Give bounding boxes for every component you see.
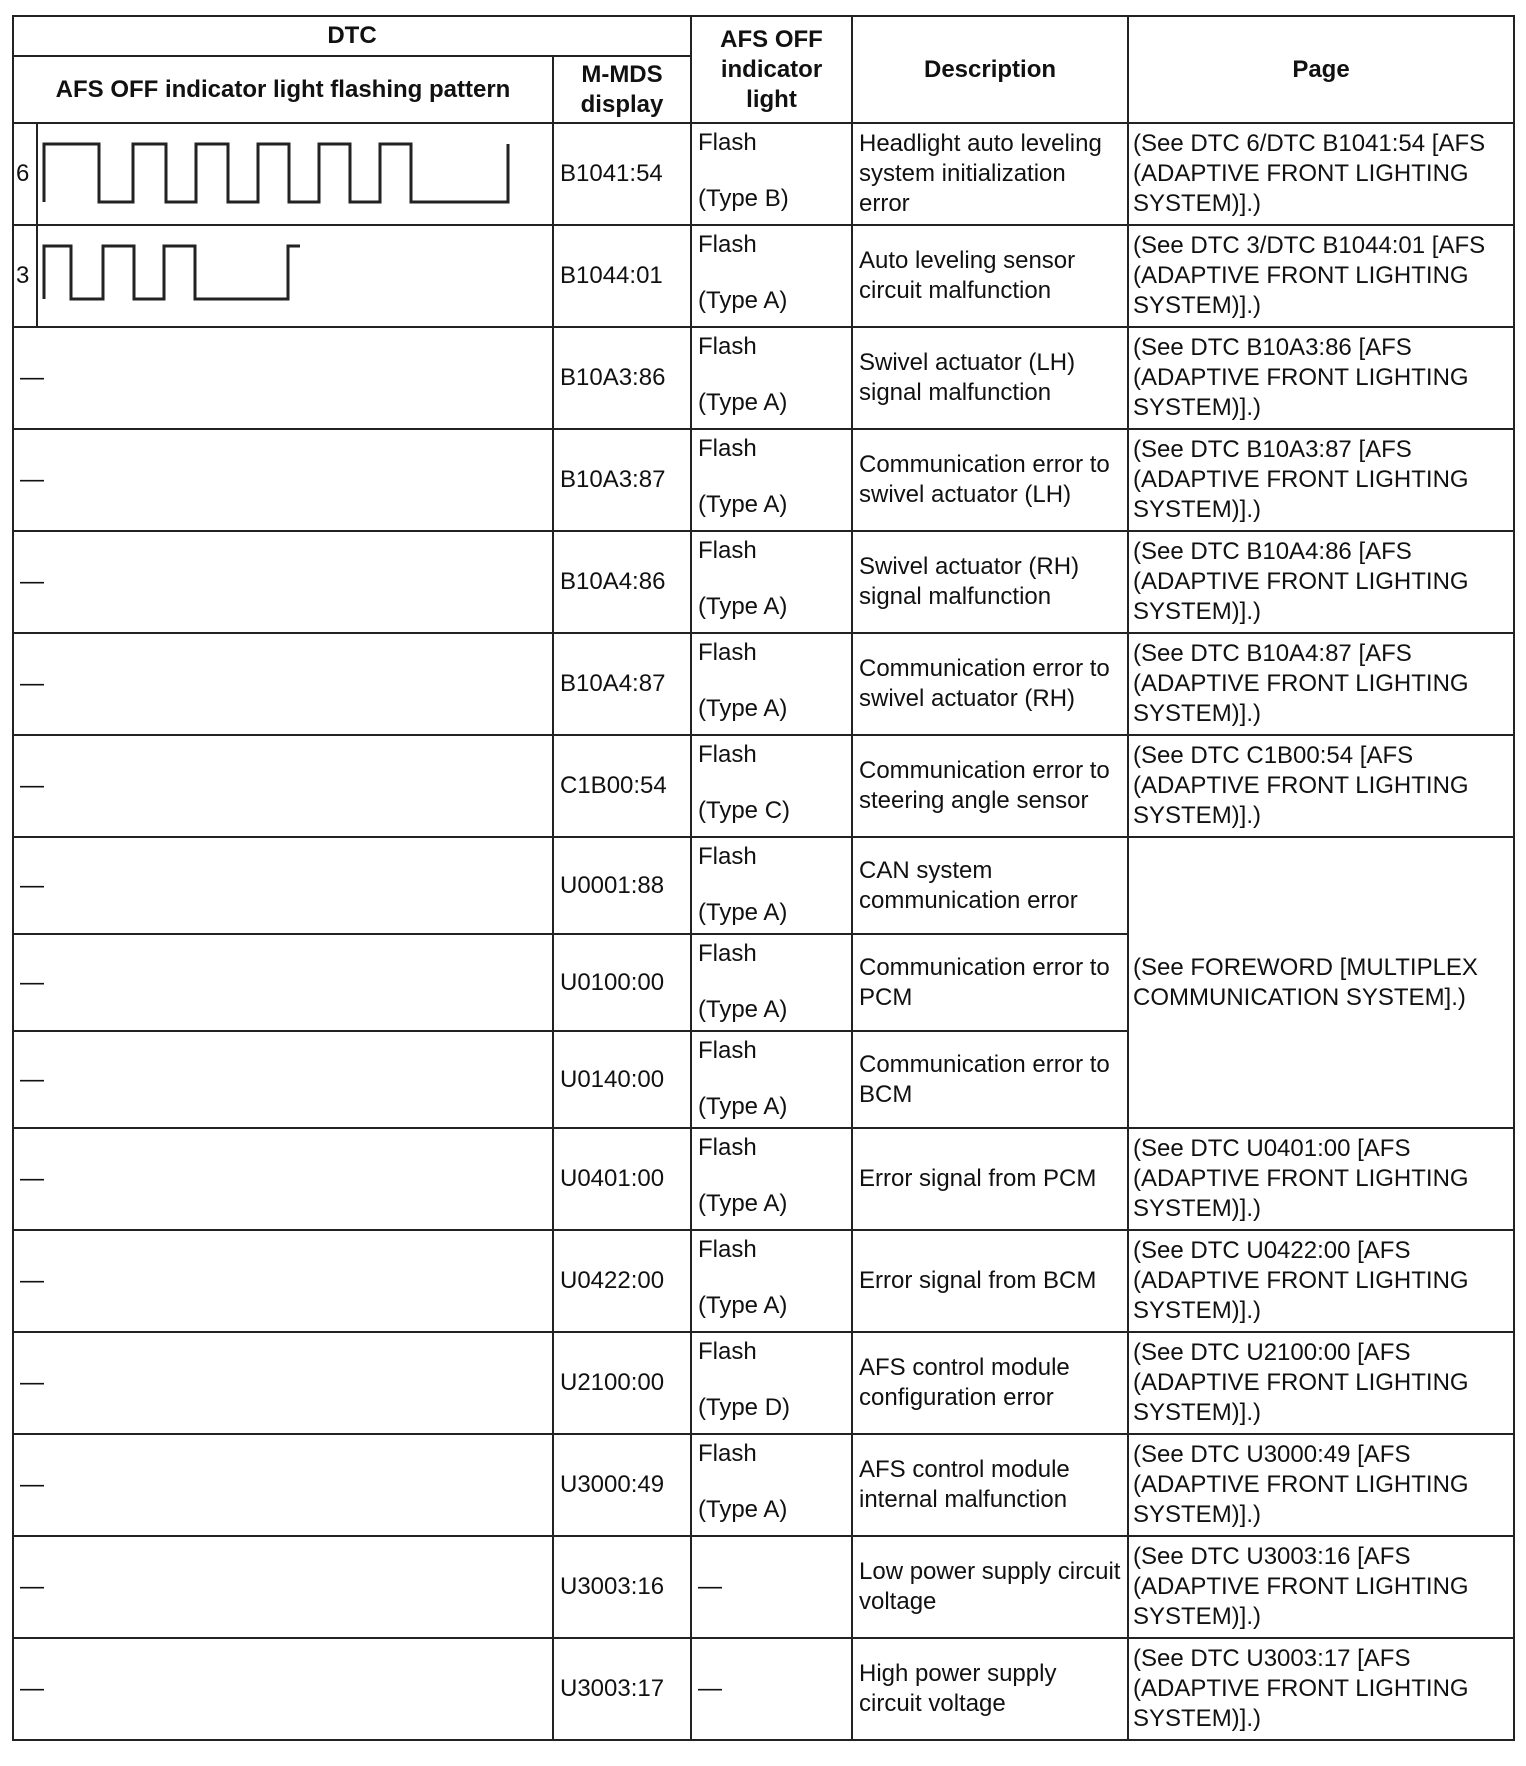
flash-label: Flash [698, 1440, 757, 1467]
mmds-code: B10A3:87 [553, 429, 691, 531]
page-reference: (See DTC C1B00:54 [AFS (ADAPTIVE FRONT LIGHTING SYSTEM)].) [1128, 735, 1514, 837]
indicator-cell [691, 1128, 852, 1230]
page-reference: (See DTC B10A3:86 [AFS (ADAPTIVE FRONT LIGHTING SYSTEM)].) [1128, 327, 1514, 429]
description-cell: Error signal from PCM [852, 1128, 1128, 1230]
flash-label: Flash [698, 639, 757, 666]
mmds-code: U0401:00 [553, 1128, 691, 1230]
flash-label: Flash [698, 333, 757, 360]
pattern-dash: — [13, 1230, 553, 1332]
flash-type: (Type A) [698, 491, 788, 518]
table-row [13, 1434, 1514, 1536]
flash-label: Flash [698, 1134, 757, 1161]
page-header: Page [1128, 16, 1514, 123]
flash-label: Flash [698, 129, 757, 156]
flash-label: Flash [698, 435, 757, 462]
page-reference: (See DTC U2100:00 [AFS (ADAPTIVE FRONT LIGHTING SYSTEM)].) [1128, 1332, 1514, 1434]
description-cell: Communication error to PCM [852, 934, 1128, 1031]
flash-type: (Type A) [698, 899, 788, 926]
indicator-cell [691, 735, 852, 837]
pattern-count: 3 [13, 225, 37, 327]
indicator-cell [691, 123, 852, 225]
description-cell: Communication error to steering angle sensor [852, 735, 1128, 837]
flash-label: Flash [698, 1236, 757, 1263]
page-reference: (See DTC U3000:49 [AFS (ADAPTIVE FRONT LIGHTING SYSTEM)].) [1128, 1434, 1514, 1536]
page-reference: (See DTC U3003:17 [AFS (ADAPTIVE FRONT LIGHTING SYSTEM)].) [1128, 1638, 1514, 1740]
table-row [13, 633, 1514, 735]
indicator-dash: — [691, 1638, 852, 1740]
pattern-dash: — [13, 633, 553, 735]
flash-type: (Type A) [698, 593, 788, 620]
flash-label: Flash [698, 1338, 757, 1365]
description-cell: Swivel actuator (RH) signal malfunction [852, 531, 1128, 633]
description-cell: Auto leveling sensor circuit malfunction [852, 225, 1128, 327]
flash-pattern-waveform [37, 123, 553, 225]
pattern-dash: — [13, 934, 553, 1031]
table-row [13, 837, 1514, 934]
page-reference: (See DTC U3003:16 [AFS (ADAPTIVE FRONT LIGHTING SYSTEM)].) [1128, 1536, 1514, 1638]
flash-label: Flash [698, 741, 757, 768]
flash-type: (Type A) [698, 1292, 788, 1319]
mmds-code: B10A4:86 [553, 531, 691, 633]
indicator-cell [691, 429, 852, 531]
flash-type: (Type A) [698, 389, 788, 416]
mmds-code: B10A3:86 [553, 327, 691, 429]
indicator-cell [691, 1434, 852, 1536]
indicator-cell [691, 225, 852, 327]
indicator-cell [691, 531, 852, 633]
pattern-dash: — [13, 735, 553, 837]
dtc-header: DTC [13, 16, 691, 56]
table-row [13, 1536, 1514, 1638]
table-row [13, 1128, 1514, 1230]
pattern-dash: — [13, 1536, 553, 1638]
table-row [13, 735, 1514, 837]
description-cell: Low power supply circuit voltage [852, 1536, 1128, 1638]
flash-type: (Type A) [698, 996, 788, 1023]
mmds-code: U0100:00 [553, 934, 691, 1031]
page-reference: (See DTC B10A3:87 [AFS (ADAPTIVE FRONT LIGHTING SYSTEM)].) [1128, 429, 1514, 531]
mmds-code: U3003:16 [553, 1536, 691, 1638]
mmds-code: B1044:01 [553, 225, 691, 327]
flash-type: (Type A) [698, 695, 788, 722]
table-row [13, 429, 1514, 531]
page-reference: (See DTC U0422:00 [AFS (ADAPTIVE FRONT LIGHTING SYSTEM)].) [1128, 1230, 1514, 1332]
description-header: Description [852, 16, 1128, 123]
flash-type: (Type A) [698, 1190, 788, 1217]
mmds-code: U3003:17 [553, 1638, 691, 1740]
page-reference: (See DTC B10A4:87 [AFS (ADAPTIVE FRONT LIGHTING SYSTEM)].) [1128, 633, 1514, 735]
flash-pattern-waveform [37, 225, 553, 327]
pattern-dash: — [13, 1128, 553, 1230]
table-row [13, 531, 1514, 633]
flash-type: (Type C) [698, 797, 791, 824]
description-cell: Communication error to swivel actuator (LH) [852, 429, 1128, 531]
description-cell: Swivel actuator (LH) signal malfunction [852, 327, 1128, 429]
indicator-cell [691, 837, 852, 934]
flash-label: Flash [698, 843, 757, 870]
flash-type: (Type A) [698, 287, 788, 314]
mmds-code: U0140:00 [553, 1031, 691, 1128]
table-row [13, 1230, 1514, 1332]
pattern-dash: — [13, 1638, 553, 1740]
indicator-cell [691, 1031, 852, 1128]
mmds-code: B1041:54 [553, 123, 691, 225]
page-reference: (See DTC B10A4:86 [AFS (ADAPTIVE FRONT LIGHTING SYSTEM)].) [1128, 531, 1514, 633]
indicator-cell [691, 934, 852, 1031]
mmds-code: B10A4:87 [553, 633, 691, 735]
description-cell: CAN system communication error [852, 837, 1128, 934]
description-cell: Headlight auto leveling system initialization error [852, 123, 1128, 225]
flash-type: (Type A) [698, 1093, 788, 1120]
table-row [13, 1638, 1514, 1740]
pattern-count: 6 [13, 123, 37, 225]
mmds-code: C1B00:54 [553, 735, 691, 837]
indicator-cell [691, 1230, 852, 1332]
indicator-cell [691, 327, 852, 429]
mmds-code: U2100:00 [553, 1332, 691, 1434]
description-cell: Communication error to swivel actuator (RH) [852, 633, 1128, 735]
pattern-dash: — [13, 1332, 553, 1434]
description-cell: Error signal from BCM [852, 1230, 1128, 1332]
table-row [13, 225, 1514, 327]
flash-type: (Type D) [698, 1394, 791, 1421]
mmds-code: U0001:88 [553, 837, 691, 934]
flash-type: (Type A) [698, 1496, 788, 1523]
page-reference: (See DTC 6/DTC B1041:54 [AFS (ADAPTIVE FRONT LIGHTING SYSTEM)].) [1128, 123, 1514, 225]
indicator-cell [691, 1332, 852, 1434]
flash-label: Flash [698, 1037, 757, 1064]
dtc-table [12, 15, 1515, 1741]
page-reference: (See DTC U0401:00 [AFS (ADAPTIVE FRONT LIGHTING SYSTEM)].) [1128, 1128, 1514, 1230]
description-cell: High power supply circuit voltage [852, 1638, 1128, 1740]
pattern-dash: — [13, 327, 553, 429]
page-reference: (See FOREWORD [MULTIPLEX COMMUNICATION SYSTEM].) [1128, 837, 1514, 1128]
flash-label: Flash [698, 231, 757, 258]
pattern-header: AFS OFF indicator light flashing pattern [13, 56, 553, 123]
table-row [13, 327, 1514, 429]
table-row [13, 123, 1514, 225]
mmds-header: M-MDS display [553, 56, 691, 123]
flash-label: Flash [698, 940, 757, 967]
afs-light-header: AFS OFF indicator light [691, 16, 852, 123]
table-row [13, 1332, 1514, 1434]
description-cell: AFS control module configuration error [852, 1332, 1128, 1434]
pattern-dash: — [13, 1031, 553, 1128]
mmds-code: U3000:49 [553, 1434, 691, 1536]
page-reference: (See DTC 3/DTC B1044:01 [AFS (ADAPTIVE FRONT LIGHTING SYSTEM)].) [1128, 225, 1514, 327]
pattern-dash: — [13, 1434, 553, 1536]
flash-type: (Type B) [698, 185, 789, 212]
indicator-cell [691, 633, 852, 735]
pattern-dash: — [13, 531, 553, 633]
pattern-dash: — [13, 837, 553, 934]
mmds-code: U0422:00 [553, 1230, 691, 1332]
pattern-dash: — [13, 429, 553, 531]
flash-label: Flash [698, 537, 757, 564]
indicator-dash: — [691, 1536, 852, 1638]
description-cell: AFS control module internal malfunction [852, 1434, 1128, 1536]
description-cell: Communication error to BCM [852, 1031, 1128, 1128]
